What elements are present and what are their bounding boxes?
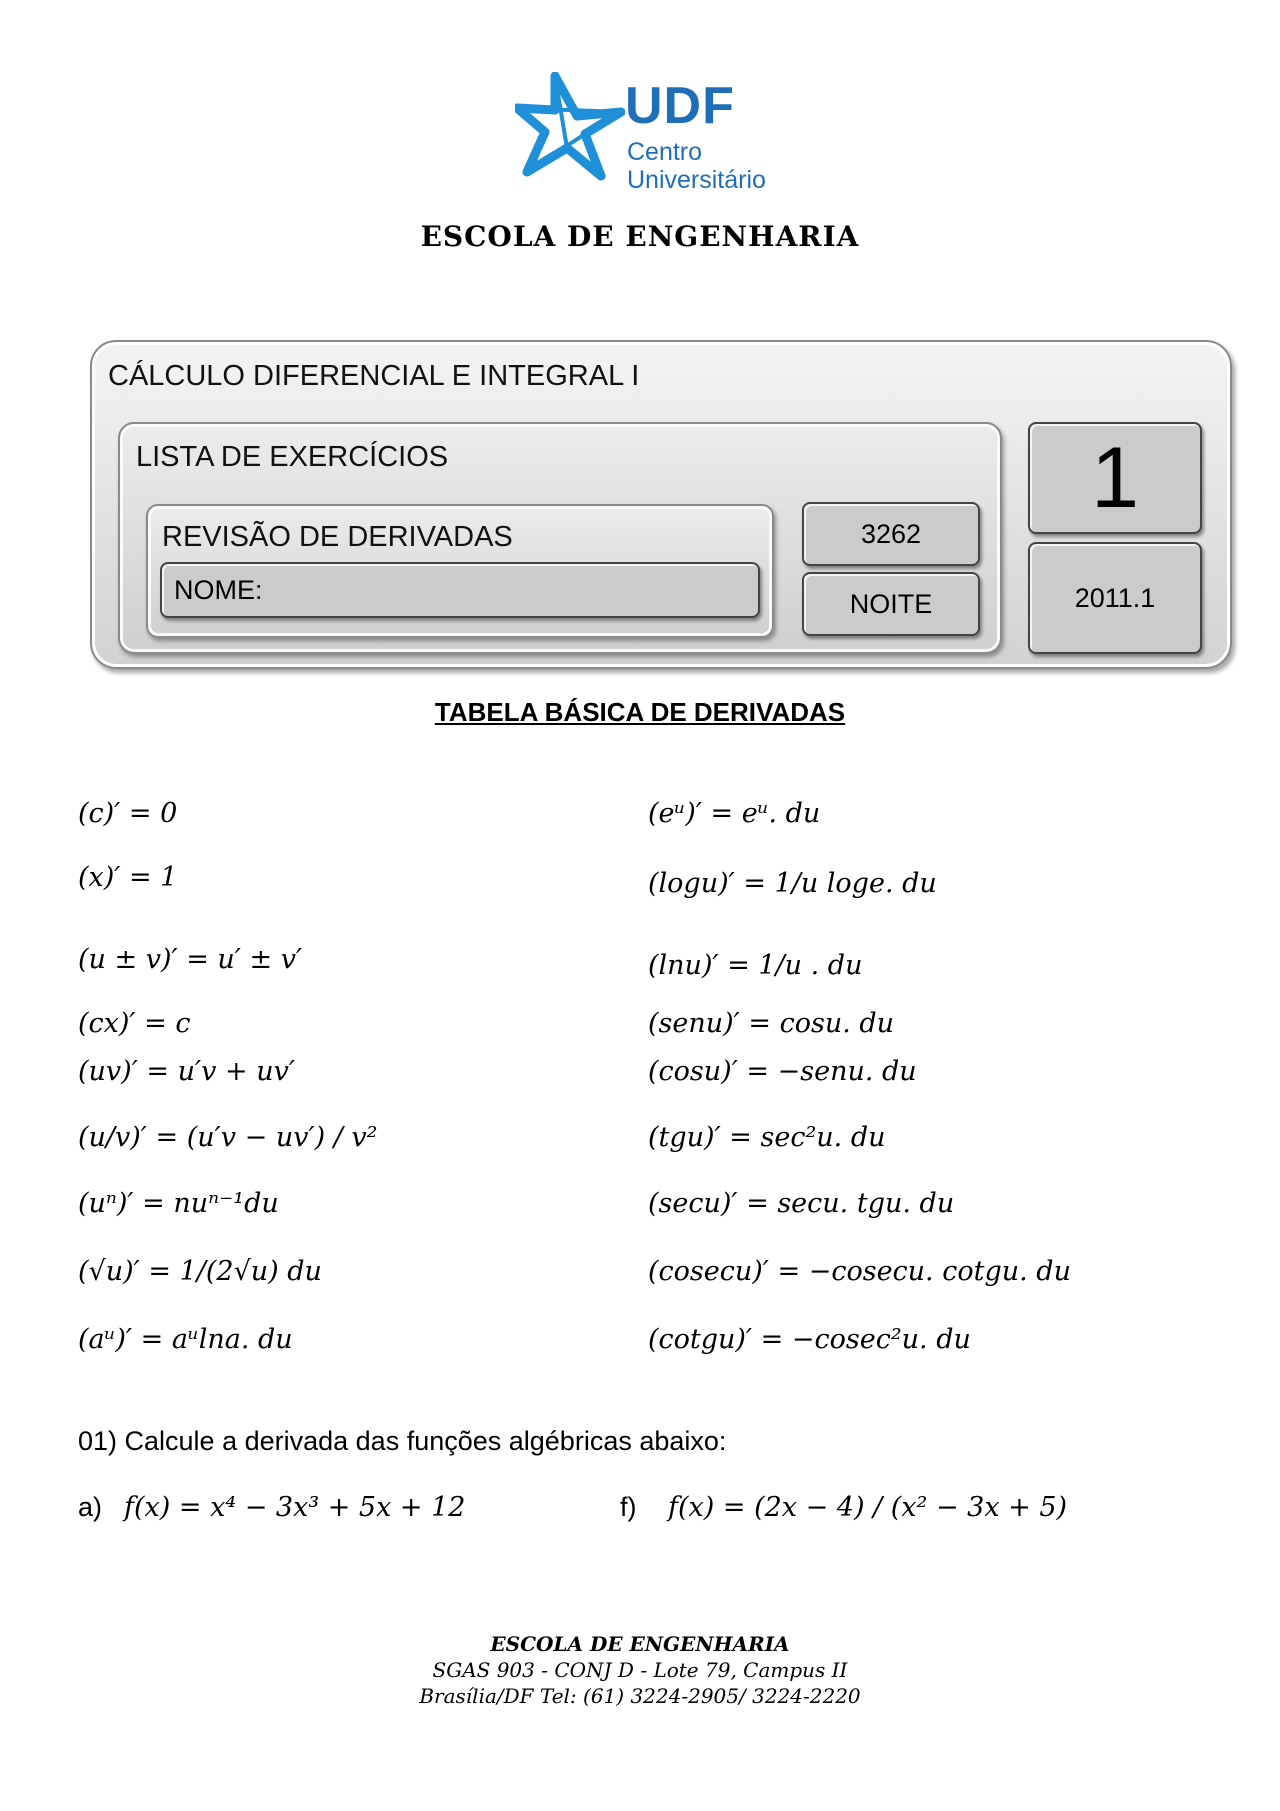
name-field[interactable] <box>160 562 760 618</box>
rule-exponential-a: (aᵘ)′ = aᵘlna. du <box>78 1324 293 1355</box>
item-f-label: f) <box>620 1492 637 1522</box>
rule-cos: (cosu)′ = −senu. du <box>648 1056 917 1087</box>
rule-log: (logu)′ = 1/u loge. du <box>648 868 937 899</box>
exercise-statement: 01) Calcule a derivada das funções algébricas abaixo: <box>78 1426 727 1456</box>
rule-scalar: (cx)′ = c <box>78 1008 191 1039</box>
semester: 2011.1 <box>1074 582 1156 613</box>
rule-sum: (u ± v)′ = u′ ± v′ <box>78 944 303 975</box>
rule-sqrt: (√u)′ = 1/(2√u) du <box>78 1256 322 1287</box>
logo-brand: UDF <box>625 77 735 135</box>
list-number: 1 <box>1091 429 1139 526</box>
item-f-expression: f(x) = (2x − 4) / (x² − 3x + 5) <box>668 1492 1068 1523</box>
footer-contact: Brasília/DF Tel: (61) 3224-2905/ 3224-2220 <box>419 1684 861 1708</box>
rule-quotient: (u/v)′ = (u′v − uv′) / v² <box>78 1122 378 1153</box>
rule-constant: (c)′ = 0 <box>78 798 178 829</box>
semester-cell <box>1028 542 1202 654</box>
list-title: LISTA DE EXERCÍCIOS <box>136 441 449 473</box>
rule-cotg: (cotgu)′ = −cosec²u. du <box>648 1324 971 1355</box>
course-title: CÁLCULO DIFERENCIAL E INTEGRAL I <box>108 360 640 392</box>
table-heading: TABELA BÁSICA DE DERIVADAS <box>434 697 846 727</box>
rule-sin: (senu)′ = cosu. du <box>648 1008 895 1039</box>
name-label: NOME: <box>174 574 263 605</box>
item-a-expression: f(x) = x⁴ − 3x³ + 5x + 12 <box>124 1492 466 1523</box>
footer-address: SGAS 903 - CONJ D - Lote 79, Campus II <box>432 1658 848 1682</box>
code-cell <box>802 502 980 566</box>
star-icon <box>515 72 625 182</box>
rule-sec: (secu)′ = secu. tgu. du <box>648 1188 955 1219</box>
udf-logo <box>515 72 780 197</box>
logo-line-1: Centro <box>627 138 703 166</box>
subject-title: REVISÃO DE DERIVADAS <box>162 521 513 553</box>
rule-ln: (lnu)′ = 1/u . du <box>648 950 863 981</box>
rule-tan: (tgu)′ = sec²u. du <box>648 1122 886 1153</box>
list-number-cell <box>1028 422 1202 534</box>
class-code: 3262 <box>860 518 922 549</box>
logo-line-2: Universitário <box>627 166 766 194</box>
footer-title: ESCOLA DE ENGENHARIA <box>490 1632 790 1656</box>
shift-cell <box>802 572 980 636</box>
rule-identity: (x)′ = 1 <box>78 862 178 893</box>
rule-power: (uⁿ)′ = nuⁿ⁻¹du <box>78 1188 279 1219</box>
rule-product: (uv)′ = u′v + uv′ <box>78 1056 295 1087</box>
rule-exponential-e: (eᵘ)′ = eᵘ. du <box>648 798 821 829</box>
class-shift: NOITE <box>849 588 933 619</box>
item-a-label: a) <box>78 1492 103 1522</box>
rule-cosec: (cosecu)′ = −cosecu. cotgu. du <box>648 1256 1071 1287</box>
school-title: ESCOLA DE ENGENHARIA <box>420 220 860 253</box>
